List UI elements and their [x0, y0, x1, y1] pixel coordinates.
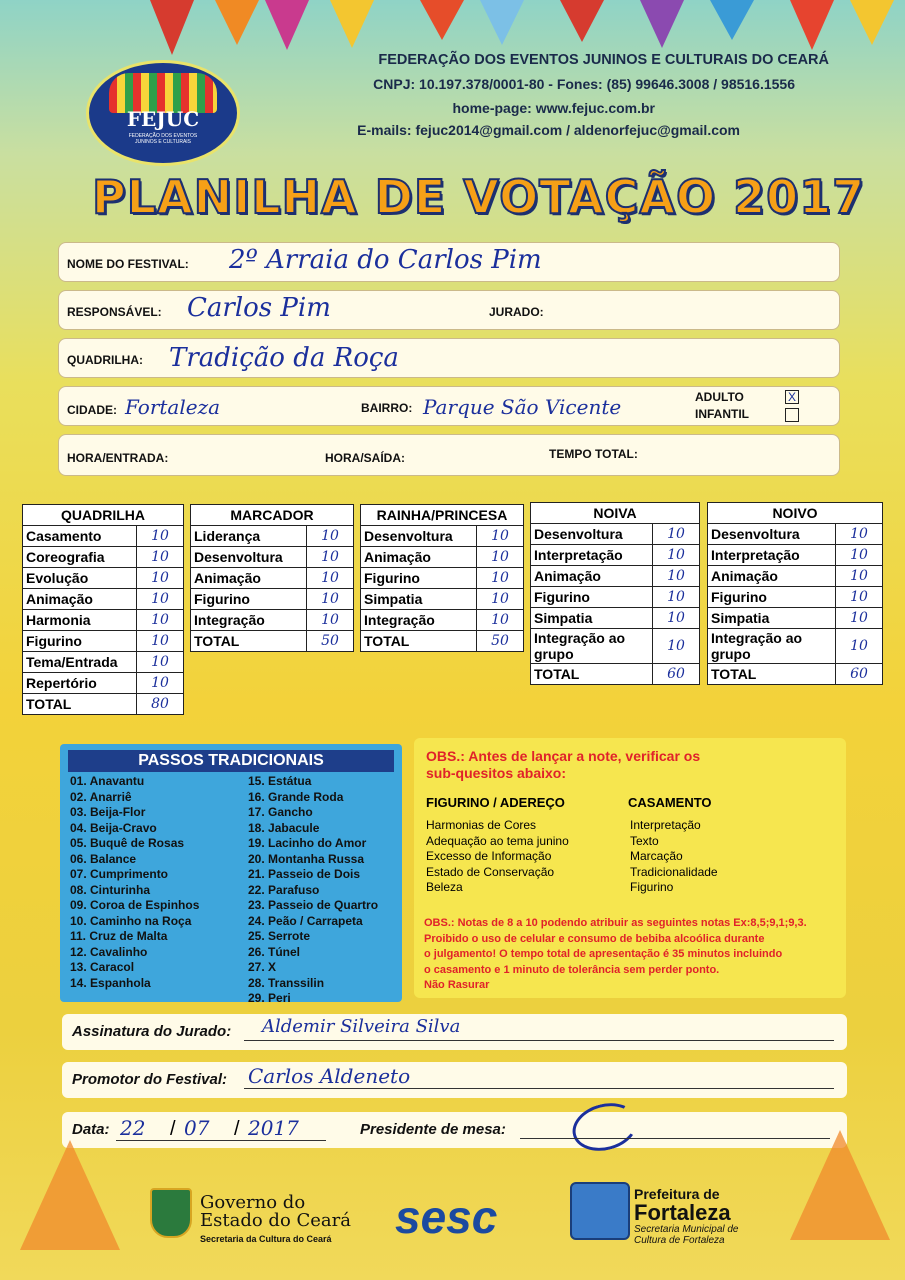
- list-item: Marcação: [630, 849, 683, 863]
- score-value[interactable]: 10: [137, 526, 184, 547]
- score-criterion: Liderança: [191, 526, 307, 547]
- score-row: [531, 545, 700, 566]
- score-value[interactable]: 10: [477, 568, 524, 589]
- promotor-sign-label: Promotor do Festival:: [72, 1071, 228, 1088]
- adulto-label: ADULTO: [695, 390, 744, 404]
- homepage: home-page: www.fejuc.com.br: [452, 100, 655, 116]
- score-criterion: Simpatia: [361, 589, 477, 610]
- score-row: [23, 547, 184, 568]
- score-row: [708, 664, 883, 685]
- passos-title: PASSOS TRADICIONAIS: [68, 750, 394, 772]
- gov-line-3: Secretaria da Cultura do Ceará: [200, 1234, 332, 1244]
- score-row: [531, 629, 700, 664]
- passos-panel: [60, 744, 402, 1005]
- score-value[interactable]: 10: [653, 566, 700, 587]
- noiva-title: NOIVA: [531, 503, 700, 524]
- score-row: [531, 566, 700, 587]
- cnpj-phones: CNPJ: 10.197.378/0001-80 - Fones: (85) 99646.3008 / 98516.1556: [373, 76, 795, 92]
- list-item: 11. Cruz de Malta: [70, 929, 168, 943]
- list-item: 12. Cavalinho: [70, 944, 148, 959]
- bairro-value: Parque São Vicente: [423, 395, 622, 419]
- hora-saida-label: HORA/SAÍDA:: [325, 451, 405, 465]
- score-value[interactable]: 10: [836, 608, 883, 629]
- ceara-crest-icon: [150, 1188, 192, 1238]
- score-row: [531, 608, 700, 629]
- score-criterion: Repertório: [23, 673, 137, 694]
- score-criterion: Animação: [191, 568, 307, 589]
- responsavel-row: [58, 290, 840, 330]
- list-item: 16. Grande Roda: [248, 789, 344, 804]
- score-row: [191, 526, 354, 547]
- score-row: [708, 608, 883, 629]
- list-item: 27. X: [248, 960, 277, 974]
- list-item: 15. Estátua: [248, 774, 312, 788]
- score-row: [191, 631, 354, 652]
- score-row: [708, 629, 883, 664]
- responsavel-label: RESPONSÁVEL:: [67, 305, 162, 319]
- score-row: [191, 610, 354, 631]
- score-row: [708, 587, 883, 608]
- infantil-label: INFANTIL: [695, 407, 749, 421]
- list-item: 13. Caracol: [70, 960, 135, 974]
- score-value[interactable]: 10: [477, 589, 524, 610]
- marcador-title: MARCADOR: [191, 505, 354, 526]
- score-criterion: TOTAL: [361, 631, 477, 652]
- score-criterion: TOTAL: [191, 631, 307, 652]
- list-item: Tradicionalidade: [630, 864, 718, 879]
- fortaleza-crest-icon: [570, 1182, 630, 1240]
- quadrilha-value: Tradição da Roça: [169, 343, 399, 373]
- rainha-title: RAINHA/PRINCESA: [361, 505, 524, 526]
- score-value[interactable]: 10: [307, 526, 354, 547]
- score-criterion: Desenvoltura: [191, 547, 307, 568]
- score-row: [23, 568, 184, 589]
- presidente-label: Presidente de mesa:: [360, 1121, 506, 1138]
- quadrilha-label: QUADRILHA:: [67, 353, 143, 367]
- score-criterion: Desenvoltura: [531, 524, 653, 545]
- score-row: [361, 610, 524, 631]
- list-item: 02. Anarriê: [70, 789, 132, 804]
- list-item: 28. Transsilin: [248, 975, 325, 990]
- score-row: [23, 526, 184, 547]
- score-value[interactable]: 10: [477, 610, 524, 631]
- tempo-total-label: TEMPO TOTAL:: [549, 447, 638, 461]
- score-value[interactable]: 60: [653, 664, 700, 685]
- emails: E-mails: fejuc2014@gmail.com / aldenorfejuc@gmail.com: [357, 122, 740, 138]
- sesc-logo: sesc: [395, 1191, 498, 1243]
- obs-notes: [424, 916, 807, 994]
- gov-line-2: Estado do Ceará: [200, 1210, 351, 1231]
- logo-text: FEJUC: [126, 107, 200, 131]
- noiva-table: [530, 502, 700, 685]
- list-item: 24. Peão / Carrapeta: [248, 913, 363, 928]
- pref-line-4: Cultura de Fortaleza: [634, 1235, 725, 1246]
- org-name: FEDERAÇÃO DOS EVENTOS JUNINOS E CULTURAIS DO CEARÁ: [378, 52, 829, 68]
- casamento-title: CASAMENTO: [628, 795, 712, 810]
- jurado-signature: Aldemir Silveira Silva: [262, 1016, 461, 1037]
- score-criterion: Animação: [361, 547, 477, 568]
- score-value[interactable]: 10: [137, 547, 184, 568]
- bairro-label: BAIRRO:: [361, 401, 413, 415]
- score-value[interactable]: 10: [477, 547, 524, 568]
- list-item: 09. Coroa de Espinhos: [70, 898, 200, 912]
- score-row: [23, 631, 184, 652]
- list-item: 17. Gancho: [248, 805, 313, 819]
- score-criterion: Coreografia: [23, 547, 137, 568]
- list-item: 20. Montanha Russa: [248, 851, 365, 866]
- score-value[interactable]: 50: [477, 631, 524, 652]
- festival-label: NOME DO FESTIVAL:: [67, 257, 189, 271]
- score-row: [708, 545, 883, 566]
- score-value[interactable]: 10: [653, 587, 700, 608]
- score-value[interactable]: 10: [653, 608, 700, 629]
- score-criterion: Tema/Entrada: [23, 652, 137, 673]
- score-criterion: Desenvoltura: [361, 526, 477, 547]
- score-criterion: Animação: [708, 566, 836, 587]
- figurino-list: [426, 818, 569, 896]
- list-item: Excesso de Informação: [426, 849, 552, 863]
- score-value[interactable]: 10: [836, 524, 883, 545]
- score-criterion: Harmonia: [23, 610, 137, 631]
- score-row: [361, 568, 524, 589]
- score-value[interactable]: 50: [307, 631, 354, 652]
- list-item: 06. Balance: [70, 851, 137, 866]
- score-criterion: Integração: [191, 610, 307, 631]
- promotor-sign-row: [62, 1062, 847, 1098]
- pref-line-1: Prefeitura de: [634, 1186, 720, 1202]
- data-month: 07: [184, 1116, 210, 1140]
- noivo-table: [707, 502, 883, 685]
- infantil-checkbox[interactable]: [785, 408, 799, 422]
- score-value[interactable]: 10: [307, 547, 354, 568]
- list-item: 05. Buquê de Rosas: [70, 836, 185, 850]
- score-value[interactable]: 10: [307, 568, 354, 589]
- list-item: 18. Jabacule: [248, 820, 320, 835]
- list-item: 26. Túnel: [248, 944, 301, 959]
- score-value[interactable]: 10: [137, 568, 184, 589]
- score-value[interactable]: 10: [653, 629, 700, 664]
- score-criterion: Figurino: [531, 587, 653, 608]
- score-criterion: Animação: [23, 589, 137, 610]
- score-row: [191, 568, 354, 589]
- noivo-title: NOIVO: [708, 503, 883, 524]
- score-value[interactable]: 60: [836, 664, 883, 685]
- list-item: o julgamento! O tempo total de apresentação é 35 minutos incluindo: [424, 948, 783, 960]
- promotor-signature: Carlos Aldeneto: [248, 1064, 411, 1088]
- score-value[interactable]: 10: [137, 610, 184, 631]
- score-value[interactable]: 10: [477, 526, 524, 547]
- casamento-list: [630, 818, 718, 896]
- marcador-table: [190, 504, 354, 652]
- score-criterion: Interpretação: [531, 545, 653, 566]
- logo-sub: FEDERAÇÃO DOS EVENTOS JUNINOS E CULTURAIS: [128, 133, 198, 145]
- list-item: o casamento e 1 minuto de tolerância sem perder ponto.: [424, 963, 720, 976]
- jurado-label: JURADO:: [489, 305, 544, 319]
- responsavel-value: Carlos Pim: [187, 293, 331, 323]
- obs-panel: [414, 738, 846, 998]
- score-row: [531, 524, 700, 545]
- score-row: [361, 631, 524, 652]
- score-criterion: Interpretação: [708, 545, 836, 566]
- data-row: Data: 22 / 07 / 2017 Presidente de mesa:: [62, 1112, 847, 1148]
- score-row: [23, 694, 184, 715]
- score-value[interactable]: 10: [836, 545, 883, 566]
- passos-list-1: [70, 774, 199, 991]
- score-row: [708, 524, 883, 545]
- list-item: 14. Espanhola: [70, 975, 151, 990]
- score-criterion: Integração ao grupo: [531, 629, 653, 664]
- quadrilha-title: QUADRILHA: [23, 505, 184, 526]
- bonfire-right: [790, 1130, 890, 1240]
- score-value[interactable]: 10: [836, 587, 883, 608]
- list-item: Figurino: [630, 880, 674, 894]
- score-row: [23, 589, 184, 610]
- score-criterion: Simpatia: [531, 608, 653, 629]
- gov-line-1: Governo do: [200, 1192, 306, 1213]
- score-row: [531, 664, 700, 685]
- list-item: 25. Serrote: [248, 929, 311, 943]
- score-value[interactable]: 10: [137, 673, 184, 694]
- score-value[interactable]: 80: [137, 694, 184, 715]
- score-row: [708, 566, 883, 587]
- list-item: 07. Cumprimento: [70, 867, 169, 881]
- score-value[interactable]: 10: [836, 629, 883, 664]
- hora-row: [58, 434, 840, 476]
- festival-value: 2º Arraia do Carlos Pim: [229, 245, 542, 275]
- score-value[interactable]: 10: [653, 524, 700, 545]
- jurado-sign-row: [62, 1014, 847, 1050]
- score-criterion: Integração: [361, 610, 477, 631]
- score-criterion: Integração ao grupo: [708, 629, 836, 664]
- score-row: [191, 547, 354, 568]
- list-item: Beleza: [426, 880, 463, 894]
- passos-list-2: [248, 774, 378, 1007]
- score-row: [23, 652, 184, 673]
- score-row: [23, 673, 184, 694]
- score-value[interactable]: 10: [307, 610, 354, 631]
- jurado-sign-label: Assinatura do Jurado:: [72, 1023, 232, 1040]
- list-item: 08. Cinturinha: [70, 882, 151, 897]
- list-item: 21. Passeio de Dois: [248, 867, 361, 881]
- score-criterion: Desenvoltura: [708, 524, 836, 545]
- list-item: Harmonias de Cores: [426, 818, 537, 832]
- list-item: 10. Caminho na Roça: [70, 913, 192, 928]
- quadrilha-row: [58, 338, 840, 378]
- hora-entrada-label: HORA/ENTRADA:: [67, 451, 169, 465]
- list-item: 04. Beija-Cravo: [70, 820, 157, 835]
- list-item: Interpretação: [630, 818, 701, 832]
- page-title: PLANILHA DE VOTAÇÃO 2017: [92, 170, 866, 224]
- festival-row: [58, 242, 840, 282]
- quadrilha-table: [22, 504, 184, 715]
- score-criterion: Figurino: [708, 587, 836, 608]
- score-row: [361, 526, 524, 547]
- score-row: [191, 589, 354, 610]
- list-item: Adequação ao tema junino: [426, 833, 569, 848]
- score-value[interactable]: 10: [137, 589, 184, 610]
- score-row: [361, 547, 524, 568]
- data-label: Data:: [72, 1121, 110, 1138]
- list-item: Não Rasurar: [424, 979, 490, 991]
- pref-line-3: Secretaria Municipal de: [634, 1224, 739, 1235]
- list-item: OBS.: Notas de 8 a 10 podendo atribuir as seguintes notas Ex:8,5;9,1;9,3.: [424, 917, 807, 929]
- figurino-title: FIGURINO / ADEREÇO: [426, 795, 565, 810]
- score-criterion: Casamento: [23, 526, 137, 547]
- data-year: 2017: [248, 1116, 299, 1140]
- cidade-value: Fortaleza: [125, 395, 221, 419]
- pref-line-2: Fortaleza: [634, 1200, 731, 1225]
- cidade-row: [58, 386, 840, 426]
- list-item: 29. Peri: [248, 991, 291, 1005]
- score-value[interactable]: 10: [137, 652, 184, 673]
- score-criterion: Figurino: [23, 631, 137, 652]
- obs-heading-2: sub-quesitos abaixo:: [426, 765, 567, 781]
- score-criterion: TOTAL: [23, 694, 137, 715]
- list-item: Texto: [630, 833, 659, 848]
- bonfire-left: [20, 1140, 120, 1250]
- obs-heading-1: OBS.: Antes de lançar a note, verificar os: [426, 748, 701, 764]
- score-criterion: Evolução: [23, 568, 137, 589]
- fejuc-logo: [86, 60, 240, 166]
- list-item: Proibido o uso de celular e consumo de bebiba alcoólica durante: [424, 932, 765, 945]
- list-item: 23. Passeio de Quartro: [248, 898, 379, 912]
- score-criterion: Figurino: [191, 589, 307, 610]
- data-day: 22: [120, 1116, 146, 1140]
- list-item: 19. Lacinho do Amor: [248, 836, 367, 850]
- score-row: [23, 610, 184, 631]
- score-value[interactable]: 10: [836, 566, 883, 587]
- list-item: 03. Beija-Flor: [70, 805, 146, 819]
- cidade-label: CIDADE:: [67, 403, 117, 417]
- adulto-checkbox[interactable]: X: [785, 390, 799, 404]
- score-value[interactable]: 10: [307, 589, 354, 610]
- score-value[interactable]: 10: [653, 545, 700, 566]
- list-item: 22. Parafuso: [248, 882, 320, 897]
- list-item: Estado de Conservação: [426, 864, 555, 879]
- score-criterion: TOTAL: [531, 664, 653, 685]
- list-item: 01. Anavantu: [70, 774, 145, 788]
- presidente-signature: [567, 1096, 643, 1158]
- rainha-table: [360, 504, 524, 652]
- score-criterion: TOTAL: [708, 664, 836, 685]
- score-value[interactable]: 10: [137, 631, 184, 652]
- score-criterion: Figurino: [361, 568, 477, 589]
- score-row: [531, 587, 700, 608]
- score-row: [361, 589, 524, 610]
- score-criterion: Animação: [531, 566, 653, 587]
- score-criterion: Simpatia: [708, 608, 836, 629]
